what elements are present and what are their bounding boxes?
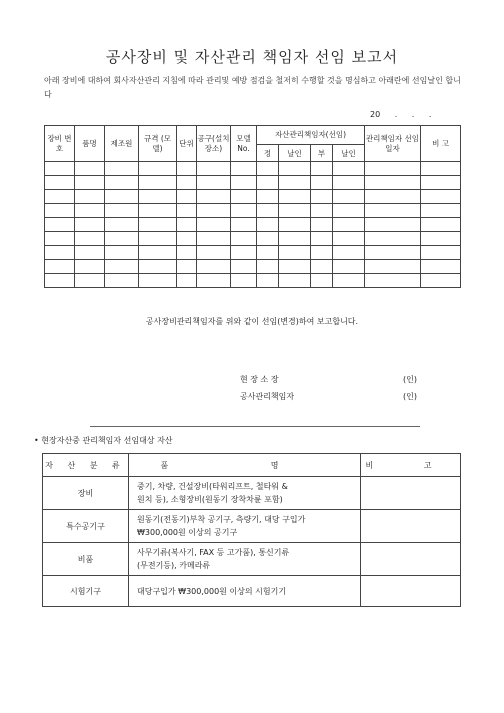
- header-item-name: 품명: [75, 126, 105, 162]
- equipment-cell[interactable]: [139, 232, 177, 246]
- equipment-cell[interactable]: [231, 162, 257, 176]
- equipment-cell[interactable]: [75, 274, 105, 288]
- header-model-no: 모델 No.: [231, 126, 257, 162]
- asset-items: [129, 576, 361, 607]
- equipment-cell[interactable]: [105, 260, 139, 274]
- equipment-cell[interactable]: [311, 176, 333, 190]
- equipment-cell[interactable]: [257, 246, 279, 260]
- date-field: 20 . . .: [370, 110, 432, 119]
- equipment-row: [45, 260, 461, 274]
- equipment-cell[interactable]: [45, 190, 75, 204]
- equipment-cell[interactable]: [75, 176, 105, 190]
- asset-remark: [361, 477, 461, 510]
- equipment-cell[interactable]: [75, 246, 105, 260]
- equipment-cell[interactable]: [311, 218, 333, 232]
- divider-line: [90, 426, 420, 427]
- equipment-cell[interactable]: [105, 274, 139, 288]
- equipment-cell[interactable]: [231, 218, 257, 232]
- equipment-cell[interactable]: [257, 204, 279, 218]
- equipment-cell[interactable]: [311, 190, 333, 204]
- asset-items-line: 사무기류(복사기, FAX 등 고가품), 통신기류: [137, 548, 290, 557]
- equipment-table-body: [45, 162, 461, 288]
- equipment-cell[interactable]: [257, 274, 279, 288]
- signature-seal-construction-manager: (인): [403, 392, 417, 401]
- equipment-cell[interactable]: [75, 162, 105, 176]
- equipment-cell[interactable]: [257, 232, 279, 246]
- equipment-header-row: [45, 126, 461, 145]
- equipment-cell[interactable]: [279, 232, 311, 246]
- header-asset-remark: 비 고: [361, 454, 461, 477]
- equipment-cell[interactable]: [45, 246, 75, 260]
- header-asset-category: 자 산 분 류: [43, 454, 129, 477]
- equipment-cell[interactable]: [105, 190, 139, 204]
- equipment-cell[interactable]: [421, 176, 461, 190]
- equipment-cell[interactable]: [365, 232, 421, 246]
- equipment-row: [45, 218, 461, 232]
- equipment-cell[interactable]: [177, 246, 197, 260]
- asset-items: [129, 543, 361, 576]
- equipment-cell[interactable]: [365, 176, 421, 190]
- equipment-cell[interactable]: [365, 204, 421, 218]
- equipment-cell[interactable]: [333, 232, 365, 246]
- equipment-cell[interactable]: [45, 204, 75, 218]
- equipment-cell[interactable]: [365, 190, 421, 204]
- equipment-cell[interactable]: [231, 274, 257, 288]
- equipment-cell[interactable]: [75, 232, 105, 246]
- header-seal-main: 날인: [279, 145, 311, 162]
- equipment-cell[interactable]: [257, 218, 279, 232]
- equipment-cell[interactable]: [279, 204, 311, 218]
- equipment-cell[interactable]: [421, 204, 461, 218]
- equipment-cell[interactable]: [197, 232, 231, 246]
- equipment-cell[interactable]: [139, 260, 177, 274]
- equipment-cell[interactable]: [279, 218, 311, 232]
- asset-items-line: 원치 등), 소형장비(원동기 장착차륜 포함): [137, 495, 283, 504]
- equipment-cell[interactable]: [197, 204, 231, 218]
- equipment-cell[interactable]: [197, 190, 231, 204]
- equipment-cell[interactable]: [105, 232, 139, 246]
- header-remark: 비 고: [421, 126, 461, 162]
- equipment-cell[interactable]: [333, 204, 365, 218]
- asset-remark: [361, 543, 461, 576]
- equipment-cell[interactable]: [365, 162, 421, 176]
- equipment-cell[interactable]: [231, 176, 257, 190]
- equipment-cell[interactable]: [75, 204, 105, 218]
- equipment-cell[interactable]: [231, 190, 257, 204]
- header-location: 공구(설치 장소): [197, 126, 231, 162]
- report-sentence: 공사장비관리책임자를 위와 같이 선임(변경)하여 보고합니다.: [145, 317, 359, 326]
- equipment-cell[interactable]: [197, 162, 231, 176]
- equipment-cell[interactable]: [45, 162, 75, 176]
- equipment-cell[interactable]: [177, 274, 197, 288]
- equipment-cell[interactable]: [177, 260, 197, 274]
- equipment-cell[interactable]: [311, 162, 333, 176]
- header-manager-sub: 부: [311, 145, 333, 162]
- asset-row-test-instruments: [43, 576, 461, 607]
- equipment-row: [45, 232, 461, 246]
- asset-items: [129, 477, 361, 510]
- equipment-row: [45, 274, 461, 288]
- asset-items-line: 대당구입가 ₩300,000원 이상의 시험기기: [137, 586, 287, 596]
- equipment-cell[interactable]: [139, 204, 177, 218]
- asset-header-row: [43, 454, 461, 477]
- equipment-cell[interactable]: [105, 176, 139, 190]
- asset-items-line: 중기, 차량, 건설장비(타워리프트, 철타워 &: [137, 482, 288, 491]
- equipment-cell[interactable]: [75, 260, 105, 274]
- equipment-cell[interactable]: [279, 274, 311, 288]
- equipment-cell[interactable]: [177, 176, 197, 190]
- asset-row-special-tools: [43, 510, 461, 543]
- equipment-row: [45, 176, 461, 190]
- equipment-cell[interactable]: [231, 232, 257, 246]
- asset-row-equipment: [43, 477, 461, 510]
- equipment-cell[interactable]: [421, 232, 461, 246]
- equipment-cell[interactable]: [177, 204, 197, 218]
- equipment-row: [45, 246, 461, 260]
- equipment-cell[interactable]: [257, 260, 279, 274]
- equipment-cell[interactable]: [197, 274, 231, 288]
- asset-table: [42, 453, 461, 607]
- header-asset-items: 품 명: [129, 454, 361, 477]
- equipment-cell[interactable]: [365, 246, 421, 260]
- header-manager-group: 자산관리책임자(선임): [257, 126, 365, 145]
- equipment-cell[interactable]: [75, 190, 105, 204]
- equipment-cell[interactable]: [333, 162, 365, 176]
- equipment-cell[interactable]: [45, 260, 75, 274]
- equipment-cell[interactable]: [333, 190, 365, 204]
- signature-seal-site-manager: (인): [403, 375, 417, 384]
- asset-section-title: • 현장자산중 관리책임자 선임대상 자산: [34, 436, 173, 445]
- equipment-cell[interactable]: [257, 162, 279, 176]
- asset-row-fixtures: [43, 543, 461, 576]
- equipment-cell[interactable]: [279, 260, 311, 274]
- equipment-cell[interactable]: [311, 246, 333, 260]
- asset-items-line: 원동기(전동기)부착 공기구, 측량기, 대당 구입가: [137, 515, 306, 524]
- equipment-table: [44, 125, 461, 288]
- intro-text: 아래 장비에 대하여 회사자산관리 지침에 따라 관리및 예방 점검을 철저히 수행할 것을 명심하고 아래란에 선임날인 합니다: [44, 76, 461, 99]
- equipment-cell[interactable]: [105, 246, 139, 260]
- asset-category: 비품: [43, 543, 129, 576]
- page-title: 공사장비 및 자산관리 책임자 선임 보고서: [105, 48, 399, 66]
- equipment-cell[interactable]: [421, 260, 461, 274]
- signature-label-construction-manager: 공사관리책임자: [240, 392, 295, 401]
- equipment-cell[interactable]: [421, 162, 461, 176]
- equipment-cell[interactable]: [279, 162, 311, 176]
- header-spec: 규격 (모델): [139, 126, 177, 162]
- header-unit: 단위: [177, 126, 197, 162]
- equipment-cell[interactable]: [197, 246, 231, 260]
- equipment-cell[interactable]: [177, 218, 197, 232]
- equipment-cell[interactable]: [231, 204, 257, 218]
- equipment-cell[interactable]: [139, 190, 177, 204]
- equipment-cell[interactable]: [231, 260, 257, 274]
- equipment-cell[interactable]: [333, 260, 365, 274]
- equipment-cell[interactable]: [311, 260, 333, 274]
- header-seal-sub: 날인: [333, 145, 365, 162]
- equipment-cell[interactable]: [333, 218, 365, 232]
- signature-label-site-manager: 현 장 소 장: [240, 375, 279, 384]
- equipment-cell[interactable]: [177, 190, 197, 204]
- equipment-cell[interactable]: [177, 162, 197, 176]
- equipment-cell[interactable]: [421, 218, 461, 232]
- equipment-cell[interactable]: [421, 274, 461, 288]
- equipment-cell[interactable]: [45, 232, 75, 246]
- equipment-cell[interactable]: [139, 176, 177, 190]
- equipment-cell[interactable]: [139, 274, 177, 288]
- equipment-row: [45, 162, 461, 176]
- equipment-cell[interactable]: [311, 204, 333, 218]
- equipment-cell[interactable]: [139, 246, 177, 260]
- equipment-cell[interactable]: [279, 176, 311, 190]
- header-manager-main: 정: [257, 145, 279, 162]
- equipment-cell[interactable]: [279, 246, 311, 260]
- equipment-cell[interactable]: [333, 176, 365, 190]
- asset-category: 시험기구: [43, 576, 129, 607]
- asset-items-line: (무전기등), 카메라류: [137, 561, 211, 570]
- equipment-cell[interactable]: [139, 162, 177, 176]
- asset-remark: [361, 576, 461, 607]
- equipment-cell[interactable]: [311, 232, 333, 246]
- equipment-cell[interactable]: [197, 218, 231, 232]
- equipment-cell[interactable]: [231, 246, 257, 260]
- asset-remark: [361, 510, 461, 543]
- equipment-cell[interactable]: [75, 218, 105, 232]
- header-equipment-no: 장비 번호: [45, 126, 75, 162]
- asset-category: 특수공기구: [43, 510, 129, 543]
- equipment-cell[interactable]: [105, 218, 139, 232]
- equipment-cell[interactable]: [365, 260, 421, 274]
- equipment-cell[interactable]: [197, 176, 231, 190]
- equipment-cell[interactable]: [177, 232, 197, 246]
- equipment-cell[interactable]: [105, 162, 139, 176]
- equipment-cell[interactable]: [45, 274, 75, 288]
- equipment-cell[interactable]: [257, 176, 279, 190]
- asset-items: [129, 510, 361, 543]
- asset-category: 장비: [43, 477, 129, 510]
- asset-items-line: ₩300,000원 이상의 공기구: [137, 528, 238, 537]
- equipment-cell[interactable]: [139, 218, 177, 232]
- equipment-row: [45, 204, 461, 218]
- equipment-cell[interactable]: [45, 176, 75, 190]
- equipment-cell[interactable]: [365, 274, 421, 288]
- equipment-cell[interactable]: [45, 218, 75, 232]
- equipment-cell[interactable]: [311, 274, 333, 288]
- equipment-cell[interactable]: [279, 190, 311, 204]
- equipment-cell[interactable]: [365, 218, 421, 232]
- equipment-cell[interactable]: [421, 246, 461, 260]
- equipment-cell[interactable]: [333, 274, 365, 288]
- equipment-cell[interactable]: [257, 190, 279, 204]
- equipment-cell[interactable]: [197, 260, 231, 274]
- header-maker: 제조원: [105, 126, 139, 162]
- equipment-cell[interactable]: [105, 204, 139, 218]
- header-appoint-date: 관리책임자 선임일자: [365, 126, 421, 162]
- equipment-cell[interactable]: [333, 246, 365, 260]
- equipment-cell[interactable]: [421, 190, 461, 204]
- equipment-row: [45, 190, 461, 204]
